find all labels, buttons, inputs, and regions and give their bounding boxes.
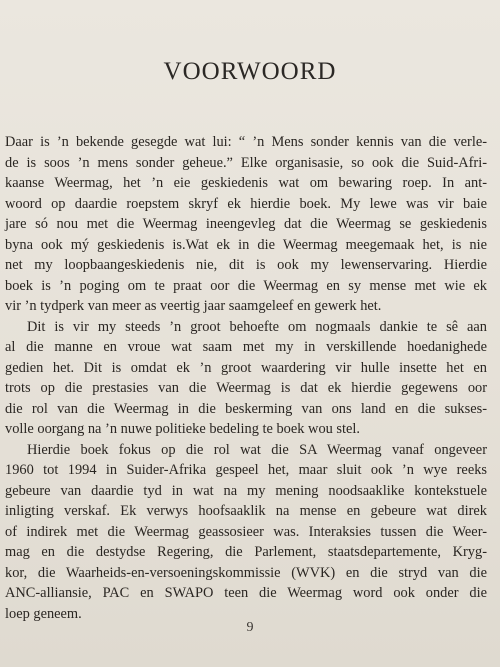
- text-line: mag en die destydse Regering, die Parlement, staatsdepartemente, Kryg-: [5, 544, 487, 560]
- text-line: of indirek met die Weermag geassosieer was. Interaksies tussen die Weer-: [5, 523, 487, 540]
- text-line: de is soos ’n mens sonder geheue.” Elke organisasie, so ook die Suid-Afri-: [5, 154, 487, 171]
- text-line: Daar is ’n bekende gesegde wat lui: “ ’n Mens sonder kennis van die verle-: [5, 134, 487, 150]
- text-line: trots op die prestasies van die Weermag is dat ek hierdie gegewens oor: [5, 380, 487, 396]
- text-line: ANC-alliansie, PAC en SWAPO teen die Weermag word ook onder die: [5, 585, 487, 601]
- text-line: inligting verskaf. Ek verwys hoofsaaklik na mense en gebeure wat direk: [5, 503, 487, 519]
- text-line: woord op daardie roepstem skryf ek hierdie boek. My lewe was vir baie: [5, 195, 487, 212]
- text-line: net my loopbaangeskiedenis nie, dit is ook my lewenservaring. Hierdie: [5, 257, 487, 273]
- text-line: jare só nou met die Weermag ineengevleg dat die Weermag se geskiedenis: [5, 216, 487, 232]
- text-line: Hierdie boek fokus op die rol wat die SA Weermag vanaf ongeveer: [27, 441, 487, 458]
- text-line: kaanse Weermag, het ’n eie geskiedenis wat om bewaring roep. In ant-: [5, 175, 487, 191]
- text-line: gebeure van daardie tyd in wat na my mening noodsaaklike kontekstuele: [5, 482, 487, 499]
- paragraph-1: [5, 132, 487, 317]
- text-line: al die manne en vroue wat saam met my in verskillende hoedanighede: [5, 339, 487, 355]
- text-line: byna ook mý geskiedenis is.Wat ek in die Weermag meegemaak het, is nie: [5, 236, 487, 253]
- text-line: loep geneem.: [5, 605, 82, 622]
- text-line: kor, die Waarheids-en-versoeningskommissie (WVK) en die stryd van die: [5, 564, 487, 581]
- text-line: Dit is vir my steeds ’n groot behoefte om nogmaals dankie te sê aan: [27, 318, 487, 335]
- text-line: boek is ’n poging om te praat oor die Weermag en sy mense met wie ek: [5, 277, 487, 294]
- paragraph-3: [5, 440, 487, 625]
- text-line: die rol van die Weermag in die beskerming van ons land en die sukses-: [5, 400, 487, 417]
- text-line: vir ’n tydperk van meer as veertig jaar saamgeleef en gewerk het.: [5, 298, 382, 314]
- text-line: gedien het. Dit is omdat ek ’n groot waardering vir hulle insette het en: [5, 359, 487, 376]
- page-number: 9: [246, 620, 254, 635]
- text-line: volle oorgang na ’n nuwe politieke bedeling te boek wou stel.: [5, 421, 361, 437]
- chapter-heading: VOORWOORD: [163, 58, 337, 85]
- text-line: 1960 tot 1994 in Suider-Afrika gespeel het, maar sluit ook ’n wye reeks: [5, 462, 487, 478]
- body-text: [5, 132, 487, 624]
- paragraph-2: [5, 317, 487, 440]
